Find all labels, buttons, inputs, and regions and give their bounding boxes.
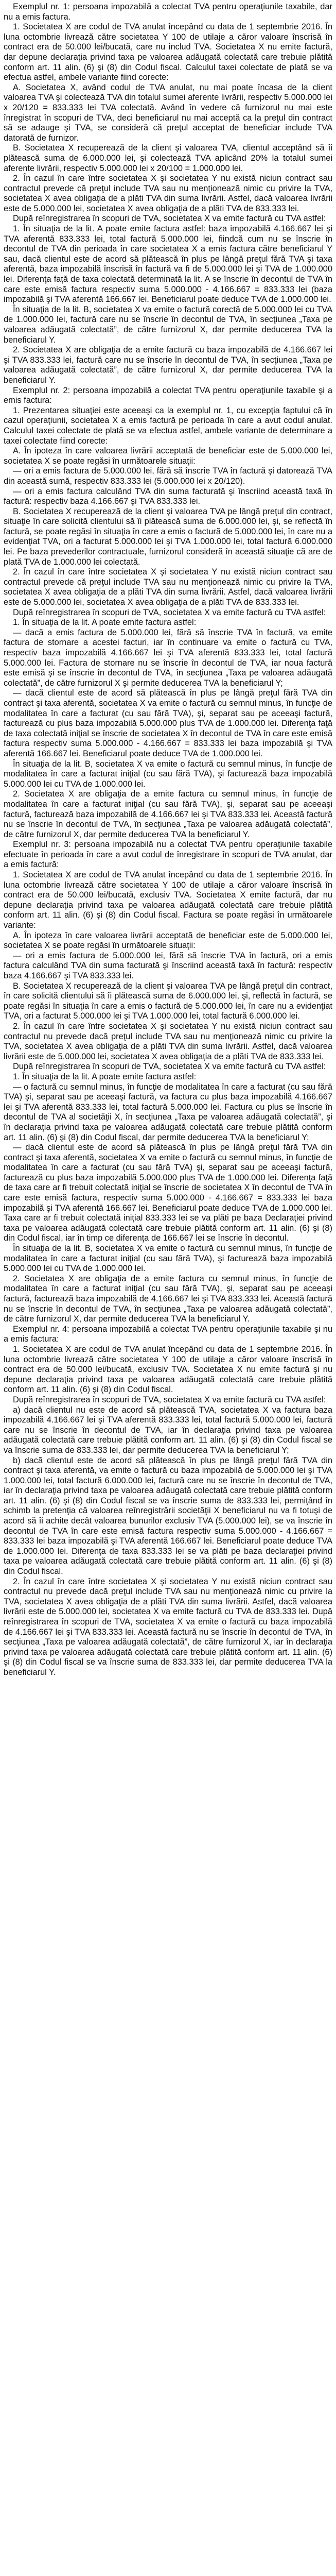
paragraph: 1. În situaţia de la lit. A poate emite factura astfel: baza impozabilă 4.166.667 lei şi TVA aferentă 833.333 lei, total factură 5.000.000 lei, fiindcă cum nu se înscrie în decontul de TVA din perioada în care societatea X a emis factura către beneficiarul Y sau, dacă clientul este de acord să plătească în plus pe lângă preţul fără TVA şi taxa aferentă, baza impozabilă înscrisă în factură va fi de 5.000.000 lei şi TVA de 1.000.000 lei. Diferenţa faţă de taxa colectată determinată la lit. A se înscrie în decontul de TVA în care este emisă factura respectiv suma 5.000.000 - 4.166.667 = 833.333 lei (baza impozabilă şi TVA aferentă 166.667 lei. Beneficiarul poate deduce TVA de 1.000.000 lei.	[4, 224, 332, 304]
paragraph: 2. Societatea X are obligaţia de a emite factură cu baza impozabilă de 4.166.667 lei şi TVA 833.333 lei, factură care nu se înscrie în decontul de TVA, în secţiunea „Taxa pe valoarea adăugată colectată”, de către furnizorul X, dar permite deducerea TVA la beneficiarul Y.	[4, 345, 332, 385]
paragraph: După reînregistrarea în scopuri de TVA, societatea X va emite factură cu TVA astfel:	[13, 1395, 326, 1404]
paragraph: a) dacă clientul nu este de acord să plătească TVA, societatea X va factura baza impozabilă 4.166.667 lei şi TVA aferentă 833.333 lei, total factură 5.000.000 lei, factură care nu se înscrie în decontul de TVA, iar în declaraţia privind taxa pe valoarea adăugată colectată care trebuie plătită conform art. 11 alin. (6) şi (8) din Codul fiscal se va înscrie suma de 833.333 lei, dar permite deducerea TVA la beneficiarul Y;	[4, 1405, 332, 1455]
paragraph: 2. În cazul în care între societatea X şi societatea Y nu există niciun contract sau contractul nu prevede dacă preţul include TVA sau nu menţionează nimic cu privire la TVA, societatea X avea obligaţia de a plăti TVA din suma livrării. Astfel, dacă valoarea livrării este de 5.000.000 lei, societatea X va emite factură cu TVA de 833.333 lei. După reînregistrarea în scopuri de TVA, societatea X va emite o factură cu baza impozabilă de 4.166.667 lei şi TVA 833.333 lei. Această factură nu se înscrie în decontul de TVA, în secţiunea „Taxa pe valoarea adăugată colectată”, de către furnizorul X, iar în declaraţia privind taxa pe valoarea adăugată colectată care trebuie plătită conform art. 11 alin. (6) şi (8) din Codul fiscal se va înscrie suma de 833.333 lei, dar permite deducerea TVA la beneficiarul Y.	[4, 1577, 332, 1677]
paragraph: 1. În situaţia de la lit. A poate emite factura astfel:	[13, 1072, 197, 1081]
example-heading: Exemplul nr. 1: persoana impozabilă a colectat TVA pentru operaţiunile taxabile, dar nu a emis factura.	[4, 2, 332, 22]
paragraph: B. Societatea X recuperează de la client şi valoarea TVA pe lângă preţul din contract, situaţie în care solicită clientului să îi plătească suma de 6.000.000 lei, şi, se reflectă în factură, se poate regăsi în situaţia în care a emis o factură de 5.000.000 lei, în care nu a evidenţiat TVA, ori a facturat 5.000.000 lei şi TVA 1.000.000 lei, total factură 6.000.000 lei. Pe baza prevederilor contractuale, furnizorul consideră în această situaţie că are de plată TVA de 1.000.000 lei colectată.	[4, 506, 332, 567]
paragraph: 1. În situaţia de la lit. A poate emite factura astfel:	[13, 618, 197, 628]
paragraph: 1. Prezentarea situaţiei este aceeaşi ca la exemplul nr. 1, cu excepţia faptului că în cazul operaţiunii, societatea X a emis factură pe perioada în care a avut codul anulat. Calculul taxei colectate de plată se va efectua astfel, ambele variante de determinare a taxei colectate fiind corecte:	[4, 405, 332, 446]
paragraph: 1. Societatea X are codul de TVA anulat începând cu data de 1 septembrie 2016. În luna octombrie livrează către societatea Y 100 de utilaje a căror valoare înscrisă în contract era de 50.000 lei/bucată, exclusiv TVA. Societatea X nu emite factură şi nu depune declaraţia privind taxa pe valoarea adăugată colectată care trebuie plătită conform art. 11 alin. (6) şi (8) din Codul fiscal.	[4, 1344, 332, 1395]
example-heading: Exemplul nr. 4: persoana impozabilă a colectat TVA pentru operaţiunile taxabile şi nu a emis factura:	[4, 1324, 332, 1344]
paragraph: A. În ipoteza în care valoarea livrării acceptată de beneficiar este de 5.000.000 lei, societatea X se poate regăsi în următoarele situaţii:	[4, 930, 332, 951]
paragraph: B. Societatea X recuperează de la client şi valoarea TVA pe lângă preţul din contract, în care solicită clientului să îi plătească suma de 6.000.000 lei, şi, reflectă în factură, se poate regăsi în situaţia în care a emis o factură de 5.000.000 lei, în care nu a evidenţiat TVA, ori a facturat 5.000.000 lei şi TVA 1.000.000 lei, total factură 6.000.000 lei.	[4, 981, 332, 1021]
paragraph: 2. În cazul în care între societatea X şi societatea Y nu există niciun contract sau contractul prevede că preţul include TVA sau nu menţionează nimic cu privire la TVA, societatea X avea obligaţia de a plăti TVA din suma livrării. Astfel, dacă valoarea livrării este de 5.000.000 lei, societatea X avea obligaţia de a plăti TVA de 833.333 lei.	[4, 174, 332, 213]
paragraph: — ori a emis factura de 5.000.000 lei, fără să înscrie TVA în factură, ori a emis factura calculând TVA din suma facturată şi înscriind această taxă în factură: respectiv baza 4.166.667 şi TVA 833.333 lei.	[4, 951, 332, 980]
paragraph: 2. În cazul în care între societatea X şi societatea Y nu există niciun contract sau contractul nu prevede dacă preţul include TVA sau nu menţionează nimic cu privire la TVA, societatea X avea obligaţia de a plăti TVA din suma livrării. Astfel, dacă valoarea livrării este de 5.000.000 lei, societatea X avea obligaţia de a plăti TVA de 833.333 lei.	[4, 1021, 332, 1061]
paragraph: A. Societatea X, având codul de TVA anulat, nu mai poate încasa de la client valoarea TVA şi colectează TVA din totalul sumei aferente livrării, respectiv 5.000.000 lei x 20/120 = 833.333 lei TVA colectată. Având în vedere că furnizorul nu mai este înregistrat în scopuri de TVA, deci beneficiarul nu mai acceptă ca la preţul din contract să se adauge şi TVA, se consideră că preţul acceptat de beneficiar include TVA datorată de furnizor.	[4, 82, 332, 143]
example-heading: Exemplul nr. 3: persoana impozabilă nu a colectat TVA pentru operaţiunile taxabile efectuate în perioada în care a avut codul de înregistrare în scopuri de TVA anulat, dar a emis factură:	[4, 840, 332, 870]
paragraph: A. În ipoteza în care valoarea livrării acceptată de beneficiar este de 5.000.000 lei, societatea X se poate regăsi în următoarele situaţii:	[4, 446, 332, 466]
paragraph: După reînregistrarea în scopuri de TVA, societatea X va emite factură cu TVA astfel:	[13, 214, 326, 224]
paragraph: b) dacă clientul este de acord să plătească în plus pe lângă preţul fără TVA din contract şi taxa aferentă, va emite o factură cu baza impozabilă de 5.000.000 lei şi TVA 1.000.000 lei, total factură 6.000.000 lei, factură care nu se înscrie în decontul de TVA, iar în declaraţia privind taxa pe valoarea adăugată colectată care trebuie plătită conform art. 11 alin. (6) şi (8) din Codul fiscal se va înscrie suma de 833.333 lei, permiţând în schimb la pretenţia că valoarea reînregistrării societăţii X beneficiarul nu va fi totuşi de acord să îi achite decât valoarea bunurilor exclusiv TVA (5.000.000 lei), se va înscrie în decontul de TVA în care este emisă factura respectiv suma 5.000.000 - 4.166.667 = 833.333 lei baza impozabilă şi TVA aferentă 166.667 lei. Beneficiarul poate deduce TVA de 1.000.000 lei. Diferenţa de taxa 833.333 lei se va plăti pe baza declaraţiei privind taxa pe valoarea adăugată colectată care trebuie plătită conform art. 11 alin. (6) şi (8) din Codul fiscal.	[4, 1455, 332, 1577]
paragraph: — dacă clientul este de acord să plătească în plus pe lângă preţul fără TVA din contract şi taxa aferentă, societatea X va emite o factură cu semnul minus, în funcţie de modalitatea în care a facturat (cu sau fără TVA), şi, separat sau pe aceeaşi factură, facturează cu plus baza impozabilă 5.000.000 plus TVA de 1.000.000 lei. Diferenţa faţă de taxa colectată iniţial se înscrie de societatea X în decontul de TVA în care este emisă factura respectiv suma 5.000.000 - 4.166.667 = 833.333 lei baza impozabilă şi TVA aferentă 166.667 lei. Beneficiarul poate deduce TVA de 1.000.000 lei.	[4, 688, 332, 758]
paragraph: În situaţia de la lit. B, societatea X va emite o factură corectă de 5.000.000 lei cu TVA de 1.000.000 lei, factură care nu se înscrie în decontul de TVA, în secţiunea „Taxa pe valoarea adăugată colectată”, de către furnizorul X, dar permite deducerea TVA la beneficiarul Y.	[4, 304, 332, 345]
paragraph: 2. Societatea X are obligaţia de a emite factura cu semnul minus, în funcţie de modalitatea în care a facturat iniţial (cu sau fără TVA), şi, separat sau pe aceeaşi factură, facturează baza impozabilă de 4.166.667 lei şi TVA 833.333 lei. Această factură nu se înscrie în decontul de TVA, în secţiunea „Taxa pe valoarea adăugată colectată”, de către furnizorul X, dar permite deducerea TVA la beneficiarul Y.	[4, 789, 332, 839]
paragraph: În situaţia de la lit. B, societatea X va emite o factură cu semnul minus, în funcţie de modalitatea în care a facturat iniţial (cu sau fără TVA), şi facturează baza impozabilă 5.000.000 lei cu TVA de 1.000.000 lei.	[4, 759, 332, 789]
paragraph: 1. Societatea X are codul de TVA anulat începând cu data de 1 septembrie 2016. În luna octombrie livrează către societatea Y 100 de utilaje a căror valoare înscrisă în contract era de 50.000 lei/bucată, care nu includ TVA. Societatea X nu emite factură, dar depune declaraţia privind taxa pe valoarea adăugată colectată care trebuie plătită conform art. 11 alin. (6) şi (8) din Codul fiscal. Calculul taxei colectate de plată se va efectua astfel, ambele variante fiind corecte:	[4, 22, 332, 82]
paragraph: — dacă clientul este de acord să plătească în plus pe lângă preţul fără TVA din contract şi taxa aferentă, societatea X va emite o factură cu semnul minus, în funcţie de modalitatea în care a facturat (cu sau fără TVA) şi, separat sau pe aceeaşi factură, facturează cu plus baza impozabilă 5.000.000 plus TVA de 1.000.000 lei. Diferenţa faţă de taxa care ar fi trebuit colectată iniţial se înscrie de societatea X în decontul de TVA în care este emisă factura, respectiv suma 5.000.000 - 4.166.667 = 833.333 lei baza impozabilă şi TVA aferentă 166.667 lei. Beneficiarul poate deduce TVA de 1.000.000 lei. Taxa care ar fi trebuit colectată iniţial 833.333 lei se va plăti pe baza Declaraţiei privind taxa pe valoarea adăugată colectată care trebuie plătită conform art. 11 alin. (6) şi (8) din Codul fiscal, iar în timp ce diferenţa de 166.667 lei se înscrie în decontul.	[4, 1143, 332, 1243]
paragraph: 2. Societatea X are obligaţia de a emite factura cu semnul minus, în funcţie de modalitatea în care a facturat iniţial (cu sau fără TVA), şi, separat sau pe aceeaşi factură, facturează baza impozabilă de 4.166.667 lei şi TVA 833.333 lei. Această factură nu se înscrie în decontul de TVA, în secţiunea „Taxa pe valoarea adăugată colectată”, de către furnizorul X, dar permite deducerea TVA la beneficiarul Y.	[4, 1274, 332, 1324]
paragraph: B. Societatea X recuperează de la client şi valoarea TVA, clientul acceptând să îi plătească suma de 6.000.000 lei, şi colectează TVA aplicând 20% la totalul sumei aferente livrării, respectiv 5.000.000 lei x 20/100 = 1.000.000 lei.	[4, 143, 332, 173]
paragraph: — ori a emis factura calculând TVA din suma facturată şi înscriind această taxă în factură: respectiv baza 4.166.667 şi TVA 833.333 lei.	[4, 486, 332, 506]
paragraph: 2. În cazul în care între societatea X şi societatea Y nu există niciun contract sau contractul prevede că preţul include TVA sau nu menţionează nimic cu privire la TVA, societatea X avea obligaţia de a plăti TVA din suma livrării. Astfel, dacă valoarea livrării este de 5.000.000 lei, societatea X avea obligaţia de a plăti TVA de 833.333 lei.	[4, 567, 332, 607]
paragraph: În situaţia de la lit. B, societatea X va emite o factură cu semnul minus, în funcţie de modalitatea în care a facturat iniţial (cu sau fără TVA), şi facturează baza impozabilă 5.000.000 lei cu TVA de 1.000.000 lei.	[4, 1244, 332, 1274]
paragraph: După reînregistrarea în scopuri de TVA, societatea X va emite factură cu TVA astfel:	[13, 1062, 326, 1072]
paragraph: 1. Societatea X are codul de TVA anulat începând cu data de 1 septembrie 2016. În luna octombrie livrează către societatea Y 100 de utilaje a căror valoare înscrisă în contract era de 50.000 lei/bucată, exclusiv TVA. Societatea X emite factură, dar nu depune declaraţia privind taxa pe valoarea adăugată colectată care trebuie plătită conform art. 11 alin. (6) şi (8) din Codul fiscal. Factura se poate regăsi în următoarele variante:	[4, 870, 332, 930]
paragraph: — dacă a emis factura de 5.000.000 lei, fără să înscrie TVA în factură, va emite factura de stornare a acestei facturi, iar în continuare va emite o factură cu TVA, respectiv baza impozabilă 4.166.667 lei şi TVA aferentă 833.333 lei, total factură 5.000.000 lei. Factura de stornare nu se înscrie în decontul de TVA, iar noua factură este emisă şi se înscrie în decontul de TVA, în secţiunea „Taxa pe valoarea adăugată colectată”, de către furnizorul X şi permite deducerea TVA la beneficiarul Y;	[4, 628, 332, 688]
paragraph: După reînregistrarea în scopuri de TVA, societatea X va emite factură cu TVA astfel:	[13, 607, 326, 617]
example-heading: Exemplul nr. 2: persoana impozabilă a colectat TVA pentru operaţiunile taxabile şi a emis factura:	[4, 385, 332, 405]
paragraph: — o factură cu semnul minus, în funcţie de modalitatea în care a facturat (cu sau fără TVA) şi, separat sau pe aceeaşi factură, va factura cu plus baza impozabilă 4.166.667 lei şi TVA aferentă 833.333 lei, total factură 5.000.000 lei. Factura cu plus se înscrie în decontul de TVA al societăţii X, în secţiunea „Taxa pe valoarea adăugată colectată”, şi în declaraţia privind taxa pe valoarea adăugată colectată care trebuie plătită conform art. 11 alin. (6) şi (8) din Codul fiscal, dar permite deducerea TVA la beneficiarul Y;	[4, 1082, 332, 1142]
paragraph: — ori a emis factura de 5.000.000 lei, fără să înscrie TVA în factură şi datorează TVA din această sumă, respectiv 833.333 lei (5.000.000 lei x 20/120).	[4, 466, 332, 486]
